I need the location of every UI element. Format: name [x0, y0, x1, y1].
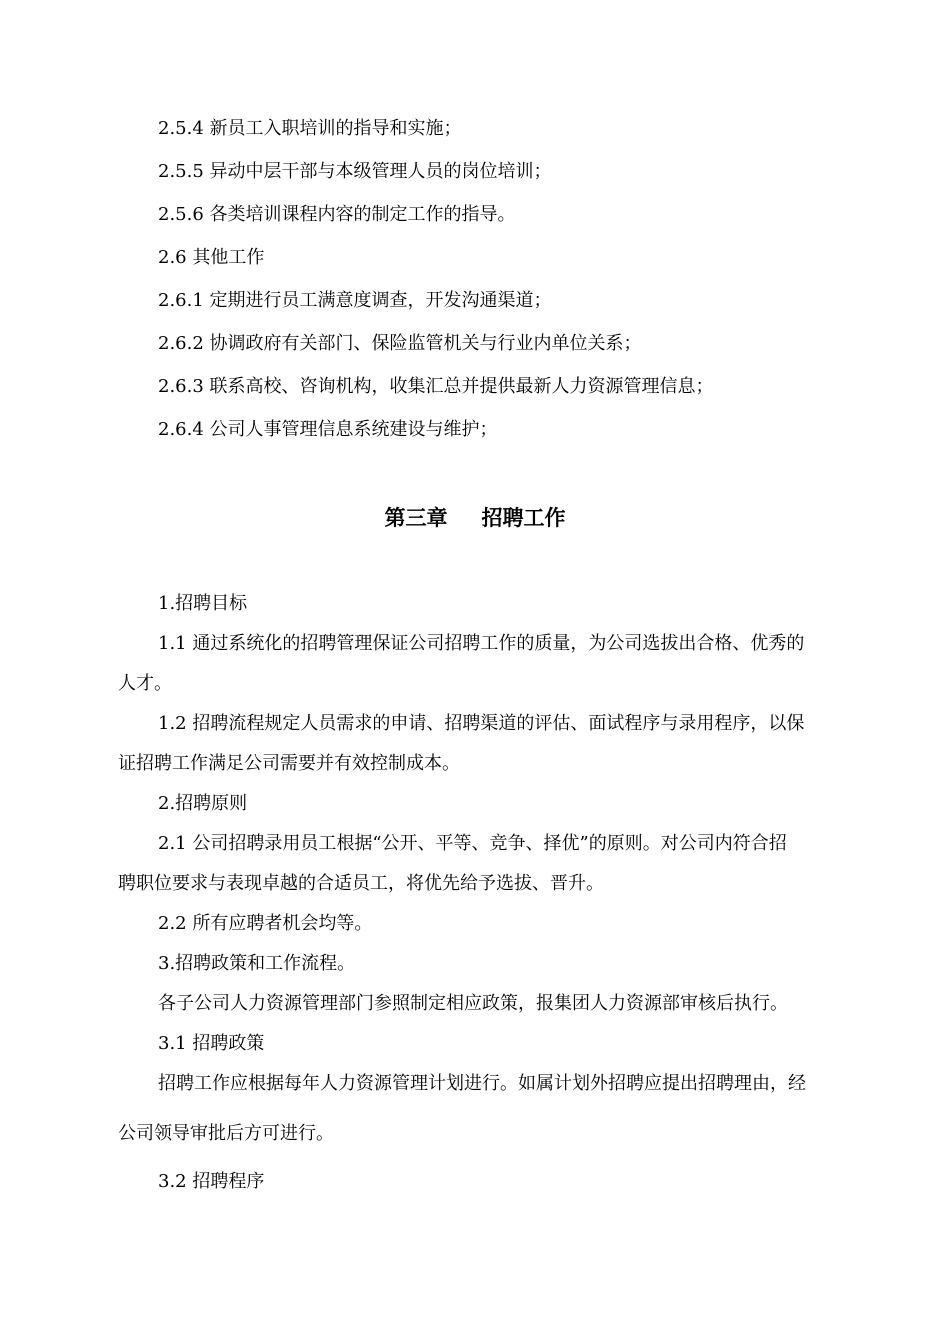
para-2-1-line1: 2.1 公司招聘录用员工根据“公开、平等、竞争、择优”的原则。对公司内符合招 — [158, 833, 787, 854]
para-1-2-line1: 1.2 招聘流程规定人员需求的申请、招聘渠道的评估、面试程序与录用程序，以保 — [158, 713, 805, 734]
item-2-6-4: 2.6.4 公司人事管理信息系统建设与维护； — [158, 419, 498, 440]
chapter-number: 第三章 — [384, 506, 448, 530]
heading-3-2: 3.2 招聘程序 — [158, 1171, 265, 1192]
para-3-1-line1: 招聘工作应根据每年人力资源管理计划进行。如属计划外招聘应提出招聘理由，经 — [158, 1073, 806, 1094]
heading-1: 1.招聘目标 — [158, 593, 248, 614]
item-2-5-4: 2.5.4 新员工入职培训的指导和实施； — [158, 118, 462, 139]
para-1-2-line2: 证招聘工作满足公司需要并有效控制成本。 — [118, 753, 460, 774]
heading-3-1: 3.1 招聘政策 — [158, 1033, 265, 1054]
item-2-6-3: 2.6.3 联系高校、咨询机构，收集汇总并提供最新人力资源管理信息； — [158, 376, 714, 397]
item-2-5-5: 2.5.5 异动中层干部与本级管理人员的岗位培训； — [158, 161, 552, 182]
heading-3: 3.招聘政策和工作流程。 — [158, 953, 356, 974]
para-3-1-line2: 公司领导审批后方可进行。 — [118, 1123, 334, 1144]
heading-2-6: 2.6 其他工作 — [158, 247, 265, 268]
chapter-title: 招聘工作 — [481, 506, 566, 530]
chapter-heading — [0, 502, 950, 532]
para-1-1-line2: 人才。 — [118, 673, 172, 694]
item-2-6-2: 2.6.2 协调政府有关部门、保险监管机关与行业内单位关系； — [158, 333, 642, 354]
para-3: 各子公司人力资源管理部门参照制定相应政策，报集团人力资源部审核后执行。 — [158, 993, 788, 1014]
heading-2: 2.招聘原则 — [158, 793, 248, 814]
para-2-2: 2.2 所有应聘者机会均等。 — [158, 913, 373, 934]
para-2-1-line2: 聘职位要求与表现卓越的合适员工，将优先给予选拔、晋升。 — [118, 873, 604, 894]
para-1-1-line1: 1.1 通过系统化的招聘管理保证公司招聘工作的质量，为公司选拔出合格、优秀的 — [158, 633, 805, 654]
item-2-5-6: 2.5.6 各类培训课程内容的制定工作的指导。 — [158, 204, 516, 225]
item-2-6-1: 2.6.1 定期进行员工满意度调查，开发沟通渠道； — [158, 290, 552, 311]
